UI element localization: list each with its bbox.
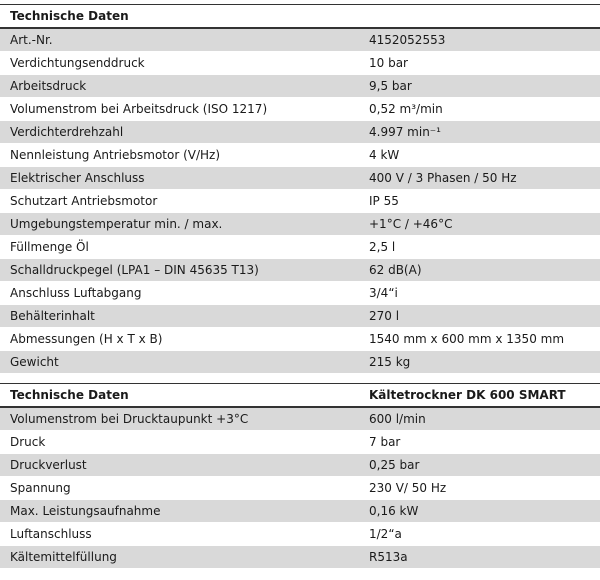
spec-label: Kältemittelfüllung <box>0 546 359 569</box>
spec-label: Druckverlust <box>0 454 359 477</box>
spec-value: 1/2“a <box>359 523 600 546</box>
table-header-row <box>0 5 600 28</box>
spec-label: Abmessungen (H x T x B) <box>0 328 359 351</box>
table-row <box>0 546 600 569</box>
spec-value: 0,25 bar <box>359 454 600 477</box>
spec-value: 230 V/ 50 Hz <box>359 477 600 500</box>
spec-value: 4 kW <box>359 144 600 167</box>
table-row <box>0 52 600 75</box>
spec-value: 62 dB(A) <box>359 259 600 282</box>
spec-value: 1540 mm x 600 mm x 1350 mm <box>359 328 600 351</box>
spec-label: Nennleistung Antriebsmotor (V/Hz) <box>0 144 359 167</box>
header-value: Kältetrockner DK 600 SMART <box>359 384 600 407</box>
spec-label: Spannung <box>0 477 359 500</box>
spec-label: Umgebungstemperatur min. / max. <box>0 213 359 236</box>
spec-value: 270 l <box>359 305 600 328</box>
spec-label: Schutzart Antriebsmotor <box>0 190 359 213</box>
table-header-row <box>0 384 600 407</box>
spec-label: Druck <box>0 431 359 454</box>
header-value <box>359 5 600 28</box>
spec-value: 0,16 kW <box>359 500 600 523</box>
table-row <box>0 523 600 546</box>
table-row <box>0 121 600 144</box>
spec-label: Anschluss Luftabgang <box>0 282 359 305</box>
spec-value: 215 kg <box>359 351 600 374</box>
spec-value: 7 bar <box>359 431 600 454</box>
spec-value: +1°C / +46°C <box>359 213 600 236</box>
spec-label: Gewicht <box>0 351 359 374</box>
spec-value: 9,5 bar <box>359 75 600 98</box>
header-label: Technische Daten <box>0 5 359 28</box>
spec-value: 0,52 m³/min <box>359 98 600 121</box>
table-row <box>0 259 600 282</box>
table-row <box>0 477 600 500</box>
spec-label: Verdichterdrehzahl <box>0 121 359 144</box>
table-row <box>0 75 600 98</box>
spec-value: 400 V / 3 Phasen / 50 Hz <box>359 167 600 190</box>
table-row <box>0 144 600 167</box>
table-row <box>0 236 600 259</box>
spec-label: Volumenstrom bei Arbeitsdruck (ISO 1217) <box>0 98 359 121</box>
table-row <box>0 351 600 374</box>
spec-label: Verdichtungsenddruck <box>0 52 359 75</box>
table-row <box>0 328 600 351</box>
spec-value: 600 l/min <box>359 407 600 431</box>
spec-value: 4152052553 <box>359 28 600 52</box>
table-row <box>0 500 600 523</box>
spec-label: Behälterinhalt <box>0 305 359 328</box>
table-row <box>0 431 600 454</box>
spec-label: Luftanschluss <box>0 523 359 546</box>
spec-value: 4.997 min⁻¹ <box>359 121 600 144</box>
spec-value: 10 bar <box>359 52 600 75</box>
spec-label: Elektrischer Anschluss <box>0 167 359 190</box>
table-row <box>0 213 600 236</box>
table-row <box>0 305 600 328</box>
spec-label: Schalldruckpegel (LPA1 – DIN 45635 T13) <box>0 259 359 282</box>
spec-table-dryer <box>0 384 600 569</box>
spec-value: R513a <box>359 546 600 569</box>
spec-table-compressor <box>0 5 600 374</box>
table-row <box>0 98 600 121</box>
table-row <box>0 282 600 305</box>
spec-label: Art.-Nr. <box>0 28 359 52</box>
spec-value: 2,5 l <box>359 236 600 259</box>
spec-label: Max. Leistungsaufnahme <box>0 500 359 523</box>
spec-label: Arbeitsdruck <box>0 75 359 98</box>
spec-value: IP 55 <box>359 190 600 213</box>
table-row <box>0 167 600 190</box>
table-row <box>0 190 600 213</box>
header-label: Technische Daten <box>0 384 359 407</box>
spec-label: Füllmenge Öl <box>0 236 359 259</box>
table-row <box>0 28 600 52</box>
spec-value: 3/4“i <box>359 282 600 305</box>
table-row <box>0 454 600 477</box>
table-row <box>0 407 600 431</box>
spec-label: Volumenstrom bei Drucktaupunkt +3°C <box>0 407 359 431</box>
